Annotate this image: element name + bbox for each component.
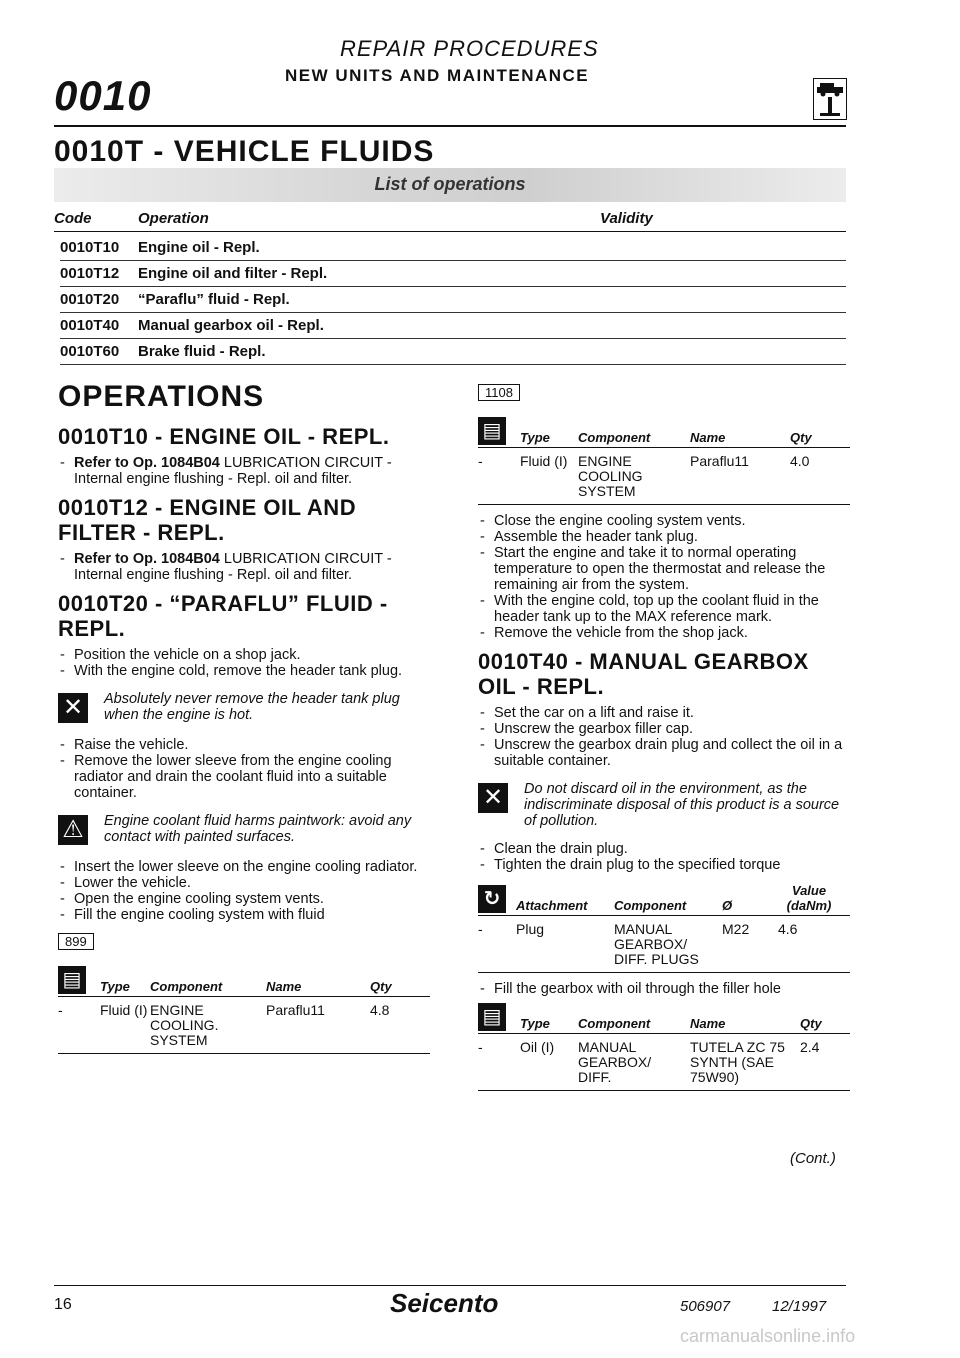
- step: - Position the vehicle on a shop jack.: [58, 647, 430, 663]
- step: - Insert the lower sleeve on the engine cooling radiator.: [58, 859, 430, 875]
- prohibition-icon: ✕: [58, 693, 88, 723]
- brand-logo: Seicento: [390, 1288, 499, 1318]
- left-column: [58, 380, 430, 1062]
- step: - With the engine cold, top up the coolant fluid in the header tank up to the MAX reference mark.: [478, 593, 850, 625]
- torque-wrench-icon: ↻: [478, 885, 506, 913]
- operations-heading: OPERATIONS: [58, 380, 265, 413]
- warning-note: ✕ Do not discard oil in the environment, as the indiscriminate disposal of this product is a source of pollution.: [478, 781, 850, 829]
- section-title-t12: 0010T12 - ENGINE OIL AND FILTER - REPL.: [58, 495, 357, 545]
- header-rule: [54, 125, 846, 127]
- chapter-code: 0010: [54, 72, 152, 119]
- fluid-can-icon: ▤: [478, 417, 506, 445]
- list-row: 0010T12 Engine oil and filter - Repl.: [60, 262, 846, 287]
- reference-tag: 899: [58, 933, 94, 950]
- reference-step: - Refer to Op. 1084B04 LUBRICATION CIRCUIT - Internal engine flushing - Repl. oil and filter.: [58, 551, 430, 583]
- section-title-t20: 0010T20 - “PARAFLU” FLUID - REPL.: [58, 591, 388, 641]
- reference-step: - Refer to Op. 1084B04 LUBRICATION CIRCUIT - Internal engine flushing - Repl. oil and filter.: [58, 455, 430, 487]
- right-column: [478, 380, 850, 1099]
- prohibition-icon: ✕: [478, 783, 508, 813]
- step: - Unscrew the gearbox filler cap.: [478, 721, 850, 737]
- step: - Unscrew the gearbox drain plug and collect the oil in a suitable container.: [478, 737, 850, 769]
- list-col-code: Code: [54, 210, 92, 227]
- document-number: 506907: [680, 1298, 731, 1315]
- table-row: - Oil (I) MANUAL GEARBOX/ DIFF. TUTELA ZC 75 SYNTH (SAE 75W90) 2.4: [478, 1038, 850, 1091]
- fluid-table: ▤ Type Component Name Qty - Fluid (I) ENGINE COOLING SYSTEM Paraflu11 4.0: [478, 417, 850, 505]
- vehicle-lift-icon: [813, 78, 847, 120]
- page-number: 16: [54, 1296, 72, 1313]
- step: - Clean the drain plug.: [478, 841, 850, 857]
- table-row: - Plug MANUAL GEARBOX/ DIFF. PLUGS M22 4.6: [478, 920, 850, 973]
- step: - With the engine cold, remove the header tank plug.: [58, 663, 430, 679]
- step: - Remove the vehicle from the shop jack.: [478, 625, 850, 641]
- table-row: - Fluid (I) ENGINE COOLING. SYSTEM Paraflu11 4.8: [58, 1001, 430, 1054]
- step: - Fill the engine cooling system with fluid: [58, 907, 430, 923]
- fluid-table: ▤ Type Component Name Qty - Fluid (I) ENGINE COOLING. SYSTEM Paraflu11 4.8: [58, 966, 430, 1054]
- step: - Set the car on a lift and raise it.: [478, 705, 850, 721]
- reference-tag: 1108: [478, 384, 520, 401]
- step: - Fill the gearbox with oil through the filler hole: [478, 981, 850, 997]
- caution-note: ⚠ Engine coolant fluid harms paintwork: avoid any contact with painted surfaces.: [58, 813, 430, 847]
- document-date: 12/1997: [772, 1298, 827, 1315]
- warning-note: ✕ Absolutely never remove the header tank plug when the engine is hot.: [58, 691, 430, 725]
- subsection-title: NEW UNITS AND MAINTENANCE: [285, 66, 590, 85]
- list-row: 0010T20 “Paraflu” fluid - Repl.: [60, 288, 846, 313]
- table-row: - Fluid (I) ENGINE COOLING SYSTEM Paraflu11 4.0: [478, 452, 850, 505]
- warning-triangle-icon: ⚠: [58, 815, 88, 845]
- fluid-table: ▤ Type Component Name Qty - Oil (I) MANUAL GEARBOX/ DIFF. TUTELA ZC 75 SYNTH (SAE 75W90) 2.4: [478, 1003, 850, 1091]
- section-title-t10: 0010T10 - ENGINE OIL - REPL.: [58, 424, 390, 449]
- torque-table: ↻ Attachment Component Ø Value (daNm) - Plug MANUAL GEARBOX/ DIFF. PLUGS M22 4.6: [478, 885, 850, 973]
- step: - Tighten the drain plug to the specified torque: [478, 857, 850, 873]
- list-banner-label: List of operations: [374, 174, 526, 194]
- fluid-can-icon: ▤: [478, 1003, 506, 1031]
- section-title: REPAIR PROCEDURES: [340, 36, 599, 61]
- step: - Assemble the header tank plug.: [478, 529, 850, 545]
- list-row: 0010T60 Brake fluid - Repl.: [60, 340, 846, 365]
- list-row: 0010T10 Engine oil - Repl.: [60, 236, 846, 261]
- list-banner: [54, 168, 846, 202]
- step: - Lower the vehicle.: [58, 875, 430, 891]
- list-row: 0010T40 Manual gearbox oil - Repl.: [60, 314, 846, 339]
- list-col-operation: Operation: [138, 210, 209, 227]
- step: - Open the engine cooling system vents.: [58, 891, 430, 907]
- step: - Raise the vehicle.: [58, 737, 430, 753]
- fluid-can-icon: ▤: [58, 966, 86, 994]
- continued-note: (Cont.): [790, 1150, 836, 1167]
- list-col-validity: Validity: [600, 210, 653, 227]
- step: - Close the engine cooling system vents.: [478, 513, 850, 529]
- watermark: carmanualsonline.info: [680, 1326, 856, 1346]
- list-header-rule: [54, 231, 846, 232]
- section-title-t40: 0010T40 - MANUAL GEARBOX OIL - REPL.: [478, 649, 809, 699]
- page-title: 0010T - VEHICLE FLUIDS: [54, 135, 435, 168]
- step: - Remove the lower sleeve from the engine cooling radiator and drain the coolant fluid into a suitable container.: [58, 753, 430, 801]
- footer-rule: [54, 1285, 846, 1286]
- step: - Start the engine and take it to normal operating temperature to open the thermostat and release the remaining air from the system.: [478, 545, 850, 593]
